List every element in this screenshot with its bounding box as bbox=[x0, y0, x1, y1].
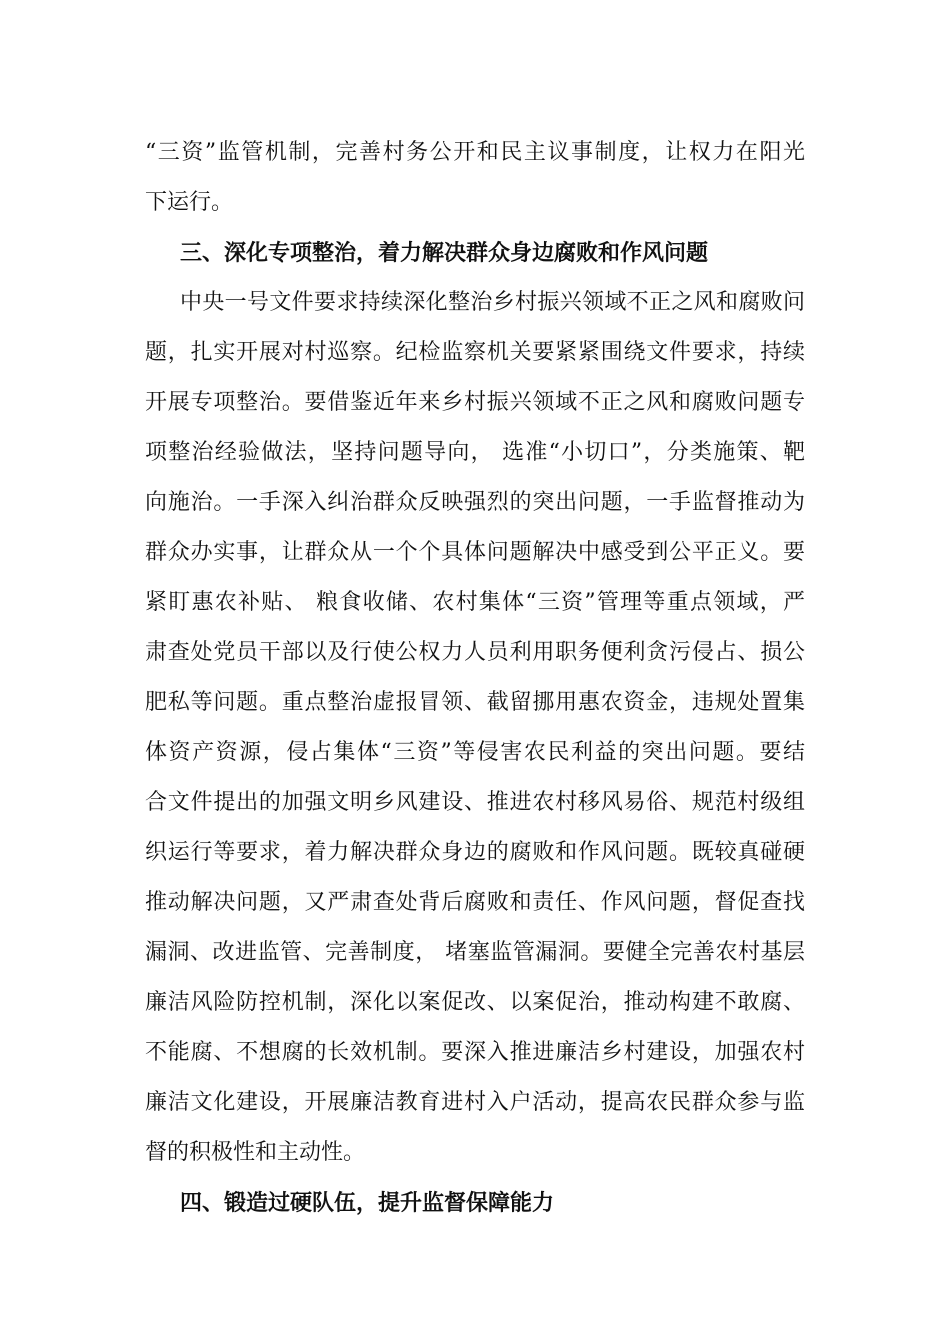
paragraph-line: 推动解决问题，又严肃查处背后腐败和责任、作风问题，督促查找 bbox=[145, 890, 805, 915]
paragraph-line: 紧盯惠农补贴、 粮食收储、农村集体“三资”管理等重点领域，严 bbox=[145, 590, 805, 615]
paragraph-line: 向施治。一手深入纠治群众反映强烈的突出问题，一手监督推动为 bbox=[145, 490, 805, 515]
section-heading-4: 四、锻造过硬队伍，提升监督保障能力 bbox=[180, 1190, 555, 1216]
paragraph-line: 不能腐、不想腐的长效机制。要深入推进廉洁乡村建设，加强农村 bbox=[145, 1040, 805, 1065]
paragraph-line: 廉洁风险防控机制，深化以案促改、以案促治，推动构建不敢腐、 bbox=[145, 990, 805, 1015]
paragraph-line: 廉洁文化建设，开展廉洁教育进村入户活动，提高农民群众参与监 bbox=[145, 1090, 805, 1115]
paragraph-line: 肥私等问题。重点整治虚报冒领、截留挪用惠农资金，违规处置集 bbox=[145, 690, 805, 715]
paragraph-line: 开展专项整治。要借鉴近年来乡村振兴领域不正之风和腐败问题专 bbox=[145, 390, 805, 415]
paragraph-line: 群众办实事，让群众从一个个具体问题解决中感受到公平正义。要 bbox=[145, 540, 805, 565]
paragraph-line: 项整治经验做法，坚持问题导向， 选准“小切口”，分类施策、靶 bbox=[145, 440, 805, 465]
paragraph-line: 题，扎实开展对村巡察。纪检监察机关要紧紧围绕文件要求，持续 bbox=[145, 340, 805, 365]
paragraph-line: 中央一号文件要求持续深化整治乡村振兴领域不正之风和腐败问 bbox=[180, 290, 805, 315]
paragraph-line: 漏洞、改进监管、完善制度， 堵塞监管漏洞。要健全完善农村基层 bbox=[145, 940, 805, 965]
paragraph-line: 织运行等要求，着力解决群众身边的腐败和作风问题。既较真碰硬 bbox=[145, 840, 805, 865]
paragraph-line: 下运行。 bbox=[145, 190, 234, 215]
paragraph-line: 督的积极性和主动性。 bbox=[145, 1140, 366, 1165]
paragraph-line: 肃查处党员干部以及行使公权力人员利用职务便利贪污侵占、损公 bbox=[145, 640, 805, 665]
paragraph-line: “三资”监管机制，完善村务公开和民主议事制度，让权力在阳光 bbox=[145, 140, 805, 165]
paragraph-line: 体资产资源，侵占集体“三资”等侵害农民利益的突出问题。要结 bbox=[145, 740, 805, 765]
paragraph-line: 合文件提出的加强文明乡风建设、推进农村移风易俗、规范村级组 bbox=[145, 790, 805, 815]
section-heading-3: 三、深化专项整治，着力解决群众身边腐败和作风问题 bbox=[180, 240, 709, 266]
